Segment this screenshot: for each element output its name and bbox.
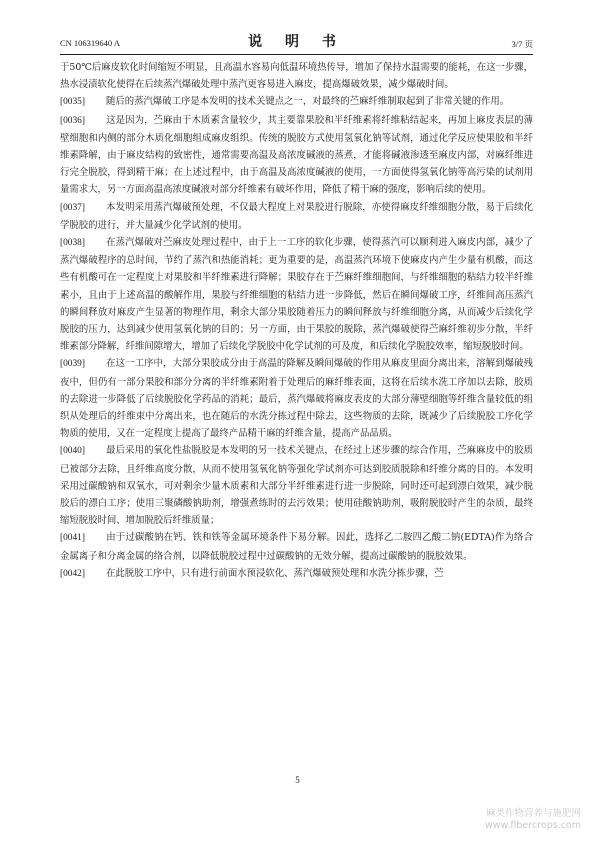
paragraph-text: 这是因为，苎麻由于木质素含量较少，其主要靠果胶和半纤维素将纤维粘结起来，再加上麻皮表层的薄壁细胞和内侧的部分木质化细胞组成麻皮组织。传统的脱胶方式使用氢氧化钠等试剂，通过化学反应使果胶和半纤维素降解，由于麻皮结构的致密性，通常需要高温及高浓度碱液的蒸煮，才能将碱液渗透至麻皮内部，对麻纤维进行完全脱胶，得到精干麻；在上述过程中，由于高温及高浓度碱液的使用，一方面使得氢氧化钠等高污染的试剂用量需求大，另一方面高温高浓度碱液对部分纤维素有破坏作用，降低了精干麻的强度，影响后续的使用。 (60, 114, 533, 196)
paragraph-text: 随后的蒸汽爆破工序是本发明的技术关键点之一，对最终的苎麻纤维制取起到了非常关键的作用。 (106, 96, 510, 108)
paragraph-text: 本发明采用蒸汽爆破预处理，不仅最大程度上对果胶进行脱除，亦使得麻皮纤维细胞分散，易于后续化学脱胶的进行，并大量减少化学试剂的使用。 (60, 201, 533, 231)
paragraph-number: [0039] (60, 359, 85, 370)
header-rule (60, 54, 533, 55)
paragraph (60, 59, 533, 93)
paragraph (60, 199, 533, 234)
site-watermark (485, 808, 581, 832)
paragraph-text: 最后采用的氧化性盐脱胶是本发明的另一技术关键点，在经过上述步骤的综合作用，苎麻麻皮中的胶质已被部分去除，且纤维高度分散，从而不使用氢氧化钠等强化学试剂亦可达到胶质脱除和纤维分离的目的。本发明采用过碳酸钠和双氧水，可对剩余少量木质素和大部分半纤维素进行进一步脱除，同时还可起到漂白效果，减少脱胶后的漂白工序；使用三聚磷酸钠助剂，增强煮练时的去污效果；使用硅酸钠助剂，吸附脱胶时产生的杂质，最终缩短脱胶时间、增加脱胶后纤维质量； (60, 445, 533, 527)
paragraph (60, 234, 533, 355)
watermark-url: www.fibercrops.com (484, 820, 581, 831)
paragraph (60, 565, 533, 583)
paragraph-number: [0037] (60, 202, 85, 213)
page-info: 3/7 页 (511, 39, 533, 49)
document-body (60, 59, 533, 583)
paragraph (60, 93, 533, 111)
paragraph (60, 442, 533, 529)
paragraph-text: 由于过碳酸钠在钙、铁和铁等金属环境条件下易分解。因此，选择乙二胺四乙酸二钠(EDTA)作为络合金属离子和分离金属的络合剂，以降低脱胶过程中过碳酸钠的无效分解，提高过碳酸钠的脱胶效果。 (60, 532, 533, 562)
page-number: 5 (295, 775, 300, 785)
paragraph-number: [0035] (60, 97, 85, 108)
paragraph-number: [0041] (60, 533, 85, 544)
paragraph-text: 于50℃后麻皮软化时间缩短不明显，且高温水容易向低温环境热传导，增加了保持水温需要的能耗，在这一步骤，热水浸渍软化使得在后续蒸汽爆破处理中蒸汽更容易进入麻皮，提高爆破效果，减少爆破时间。 (60, 62, 533, 91)
patent-number: CN 106319640 A (60, 38, 120, 48)
document-title: 说 明 书 (248, 34, 345, 50)
paragraph-number: [0036] (60, 115, 85, 126)
paragraph-number: [0040] (60, 446, 85, 457)
paragraph-text: 在蒸汽爆破对苎麻皮处理过程中，由于上一工序的软化步骤，使得蒸汽可以顺利进入麻皮内部，减少了蒸汽爆破程序的总时间，节约了蒸汽和热能消耗；更为重要的是，高温蒸汽环境下使麻皮内产生少量有机酸，而这些有机酸可在一定程度上对果胶和半纤维素进行降解；果胶存在于苎麻纤维细胞间，与纤维细胞的粘结力较半纤维素小，且由于上述高温的酸解作用，果胶与纤维细胞的粘结力进一步降低，然后在瞬间爆破工序，纤维间高压蒸汽的瞬间释放对麻皮产生显著的物理作用，剩余大部分果胶随着压力的瞬间释放与纤维细胞分离，从而减少后续化学脱胶的压力，达到减少使用氢氧化钠的目的；另一方面，由于果胶的脱除，蒸汽爆破使得苎麻纤维初步分散，半纤维素部分降解，纤维间隙增大，增加了后续化学脱胶中化学试剂的可及度，和后续化学脱胶效率，缩短脱胶时间。 (60, 237, 533, 353)
paragraph-text: 在这一工序中，大部分果胶成分由于高温的降解及瞬间爆破的作用从麻皮里面分离出来，溶解到爆破残夜中，但仍有一部分果胶和部分分离的半纤维素附着于处理后的麻纤维表面，这将在后续水洗工序加以去除，胶质的去除进一步降低了后续脱胶化学药品的消耗；最后，蒸汽爆破将麻皮表皮的大部分薄壁细胞等纤维含量较低的组织从处理后的纤维束中分离出来，也在随后的水洗分拣过程中除去，这些物质的去除，既减少了后续脱胶工序化学物质的使用，又在一定程度上提高了最终产品精干麻的纤维含量，提高产品品质。 (60, 358, 533, 440)
paragraph (60, 355, 533, 442)
watermark-title: 麻类作物营养与施肥网 (485, 808, 581, 819)
paragraph (60, 529, 533, 564)
page-header (60, 30, 533, 54)
paragraph-number: [0038] (60, 238, 85, 249)
paragraph-number: [0042] (60, 568, 85, 579)
paragraph (60, 112, 533, 199)
paragraph-text: 在此脱胶工序中，只有进行前面水预浸软化、蒸汽爆破预处理和水洗分拣步骤，苎 (106, 567, 444, 579)
